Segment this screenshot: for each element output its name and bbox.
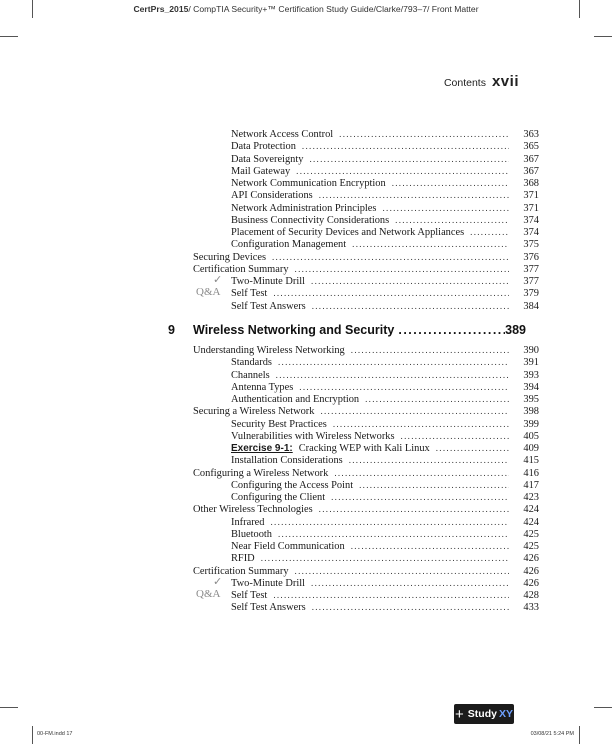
exercise-label: Exercise 9-1: [231, 443, 293, 454]
toc-entry-page: 428 [523, 590, 539, 601]
toc-entry[interactable] [231, 300, 539, 313]
toc-entry[interactable] [231, 577, 539, 590]
toc-entry[interactable] [193, 503, 539, 516]
toc-entry-page: 379 [523, 288, 539, 300]
toc-entry-title: Certification Summary [193, 565, 289, 577]
toc-entry-title: Data Protection [231, 141, 296, 153]
toc-entry[interactable] [231, 589, 539, 602]
leader-dots [276, 369, 509, 381]
toc-entry-title: Understanding Wireless Networking [193, 345, 345, 356]
badge-accent: XY [498, 708, 513, 720]
crop-mark [579, 726, 580, 744]
toc-entry-title: Cracking WEP with Kali Linux [298, 443, 430, 454]
toc-entry[interactable] [231, 381, 539, 394]
chapter-title: Wireless Networking and Security [193, 323, 395, 337]
toc-entry[interactable] [231, 491, 539, 504]
leader-dots [295, 263, 509, 275]
page-number: xvii [491, 73, 519, 90]
toc-entry-title: Two-Minute Drill [231, 276, 306, 287]
footer-file: 00-FM.indd 17 [37, 731, 73, 737]
toc-entry-title: Configuration Management [231, 239, 347, 251]
leader-dots [312, 300, 509, 312]
leader-dots [296, 165, 509, 177]
toc-entry[interactable] [231, 287, 539, 300]
toc-entry[interactable] [231, 140, 539, 153]
crop-mark [32, 726, 33, 744]
toc-entry-page: 395 [523, 394, 539, 405]
toc-entry-title: Network Administration Principles [231, 202, 377, 214]
toc-entry[interactable] [231, 540, 539, 553]
toc-entry-title: Two-Minute Drill [231, 577, 306, 589]
running-head [444, 73, 519, 90]
leader-dots [365, 393, 509, 405]
plus-icon: + [455, 705, 464, 723]
toc-entry[interactable] [231, 601, 539, 614]
toc-entry[interactable] [231, 238, 539, 251]
toc-entry-page: 394 [523, 381, 539, 393]
toc-entry-page: 367 [523, 153, 539, 165]
leader-dots [392, 177, 509, 189]
toc-entry-page: 375 [523, 239, 539, 251]
toc-entry-page: 391 [523, 357, 539, 369]
toc-entry-page: 377 [523, 276, 539, 287]
toc-entry[interactable] [231, 226, 539, 239]
toc-entry-title: Network Communication Encryption [231, 178, 386, 189]
toc-entry-page: 409 [523, 443, 539, 454]
crop-mark [0, 707, 18, 708]
toc-entry[interactable] [193, 405, 539, 418]
toc-entry-title: RFID [231, 553, 255, 565]
toc-entry-title: Self Test Answers [231, 602, 306, 614]
toc-entry-title: Antenna Types [231, 381, 294, 393]
toc-entry-page: 398 [523, 406, 539, 418]
qa-icon: Q&A [196, 286, 221, 298]
toc-entry-title: Network Access Control [231, 129, 334, 140]
toc-entry-title: Security Best Practices [231, 418, 327, 430]
leader-dots [261, 552, 509, 564]
toc-entry-title: Securing Devices [193, 251, 266, 263]
leader-dots [273, 589, 509, 601]
toc-entry-page: 377 [523, 263, 539, 275]
chapter-page: 389 [505, 323, 526, 337]
toc-entry-title: Mail Gateway [231, 165, 291, 177]
toc-entry[interactable] [193, 467, 539, 480]
leader-dots [351, 344, 509, 356]
leader-dots [351, 540, 509, 552]
leader-dots [359, 479, 509, 491]
toc-entry-page: 365 [523, 141, 539, 153]
toc-entry-page: 426 [523, 577, 539, 589]
toc-entry-page: 416 [523, 467, 539, 479]
toc-entry-title: Configuring a Wireless Network [193, 467, 329, 479]
chapter-number: 9 [168, 323, 175, 337]
toc-entry-title: Authentication and Encryption [231, 394, 360, 405]
leader-dots [299, 381, 509, 393]
toc-entry-title: Business Connectivity Considerations [231, 214, 390, 226]
toc-entry-page: 371 [523, 190, 539, 202]
leader-dots [320, 405, 509, 417]
toc-entry[interactable] [231, 430, 539, 443]
toc-entry[interactable] [231, 275, 539, 288]
toc-entry-title: Securing a Wireless Network [193, 406, 315, 418]
toc-entry-page: 424 [523, 516, 539, 528]
toc-entry-title: API Considerations [231, 190, 313, 202]
toc-entry-title: Placement of Security Devices and Network Appliances [231, 227, 465, 238]
toc-entry-page: 426 [523, 553, 539, 565]
check-icon: ✓ [213, 576, 223, 588]
toc-entry-page: 374 [523, 227, 539, 238]
leader-dots [311, 275, 509, 287]
leader-dots [470, 226, 509, 238]
toc-entry-page: 424 [523, 504, 539, 516]
leader-dots [319, 189, 509, 201]
toc-entry-page: 368 [523, 178, 539, 189]
leader-dots [382, 202, 509, 214]
toc-entry[interactable] [231, 128, 539, 141]
toc-entry[interactable] [231, 177, 539, 190]
toc-entry[interactable] [193, 344, 539, 357]
leader-dots [436, 442, 509, 454]
leader-dots [331, 491, 509, 503]
toc-entry-page: 390 [523, 345, 539, 356]
toc-entry-title: Bluetooth [231, 528, 272, 540]
toc-entry[interactable] [231, 393, 539, 406]
toc-entry-page: 371 [523, 202, 539, 214]
toc-entry-title: Self Test Answers [231, 300, 306, 312]
leader-dots [278, 356, 509, 368]
slug-rest: / CompTIA Security+™ Certification Study Guide/Clarke/793–7/ Front Matter [188, 4, 479, 14]
toc-entry-title: Infrared [231, 516, 265, 528]
toc-entry-title: Near Field Communication [231, 541, 345, 552]
toc-entry-page: 363 [523, 129, 539, 140]
toc-entry-title: Channels [231, 369, 270, 381]
running-head-label: Contents [443, 77, 486, 89]
toc-entry[interactable] [231, 454, 539, 467]
leader-dots [270, 516, 509, 528]
toc-entry-page: 425 [523, 541, 539, 552]
leader-dots [349, 454, 509, 466]
toc-entry[interactable] [231, 516, 539, 529]
toc-entry-page: 417 [523, 479, 539, 491]
toc-entry-title: Self Test [231, 288, 268, 300]
leader-dots [302, 140, 509, 152]
leader-dots [401, 430, 509, 442]
leader-dots [312, 601, 509, 613]
leader-dots [309, 153, 509, 165]
crop-mark [0, 36, 18, 37]
toc-entry-page: 425 [523, 528, 539, 540]
leader-dots [311, 577, 509, 589]
badge-text: Study [467, 708, 497, 720]
leader-dots [395, 214, 509, 226]
toc-entry-page: 384 [523, 300, 539, 312]
toc-entry-title: Installation Considerations [231, 455, 343, 467]
toc-entry-title: Data Sovereignty [231, 153, 304, 165]
toc-entry-page: 399 [523, 418, 539, 430]
toc-entry-page: 374 [523, 214, 539, 226]
toc-entry[interactable] [231, 153, 539, 166]
toc-entry-page: 433 [523, 602, 539, 614]
toc-entry-page: 415 [523, 455, 539, 467]
toc-entry[interactable] [193, 263, 539, 276]
leader-dots [278, 528, 509, 540]
toc-entry[interactable] [193, 565, 539, 578]
toc-entry[interactable] [231, 214, 539, 227]
toc-entry-title: Configuring the Client [231, 492, 326, 503]
leader-dots [339, 128, 509, 140]
check-icon: ✓ [213, 274, 223, 286]
toc-entry-page: 423 [523, 492, 539, 503]
toc-entry[interactable] [231, 189, 539, 202]
toc-entry-page: 405 [523, 430, 539, 442]
toc-entry-page: 367 [523, 165, 539, 177]
footer-timestamp: 03/08/21 5:24 PM [530, 731, 574, 737]
toc-entry-title: Other Wireless Technologies [193, 504, 313, 516]
toc-entry[interactable] [231, 369, 539, 382]
chapter-heading[interactable] [193, 323, 526, 337]
toc-entry[interactable] [231, 528, 539, 541]
leader-dots [394, 323, 505, 337]
toc-entry[interactable] [193, 251, 539, 264]
toc-entry-title: Configuring the Access Point [231, 479, 354, 491]
leader-dots [352, 238, 509, 250]
toc-entry-title: Vulnerabilities with Wireless Networks [231, 430, 395, 442]
toc-entry[interactable] [231, 479, 539, 492]
crop-mark [594, 36, 612, 37]
studyxy-badge [454, 704, 514, 724]
toc-entry-title: Certification Summary [193, 263, 289, 275]
toc-entry-page: 426 [523, 565, 539, 577]
slug-line [0, 4, 612, 14]
leader-dots [319, 503, 509, 515]
toc-entry-page: 376 [523, 251, 539, 263]
toc-entry[interactable] [231, 165, 539, 178]
toc-entry[interactable] [231, 552, 539, 565]
toc-entry[interactable] [231, 442, 539, 455]
toc-entry[interactable] [231, 418, 539, 431]
toc-entry-page: 393 [523, 369, 539, 381]
toc-entry[interactable] [231, 356, 539, 369]
leader-dots [295, 565, 509, 577]
leader-dots [333, 418, 509, 430]
slug-code: CertPrs_2015 [133, 4, 189, 14]
leader-dots [334, 467, 509, 479]
crop-mark [594, 707, 612, 708]
leader-dots [272, 251, 509, 263]
toc-entry-title: Self Test [231, 590, 268, 601]
toc-entry[interactable] [231, 202, 539, 215]
qa-icon: Q&A [196, 588, 221, 600]
leader-dots [273, 287, 509, 299]
toc-entry-title: Standards [231, 357, 272, 369]
